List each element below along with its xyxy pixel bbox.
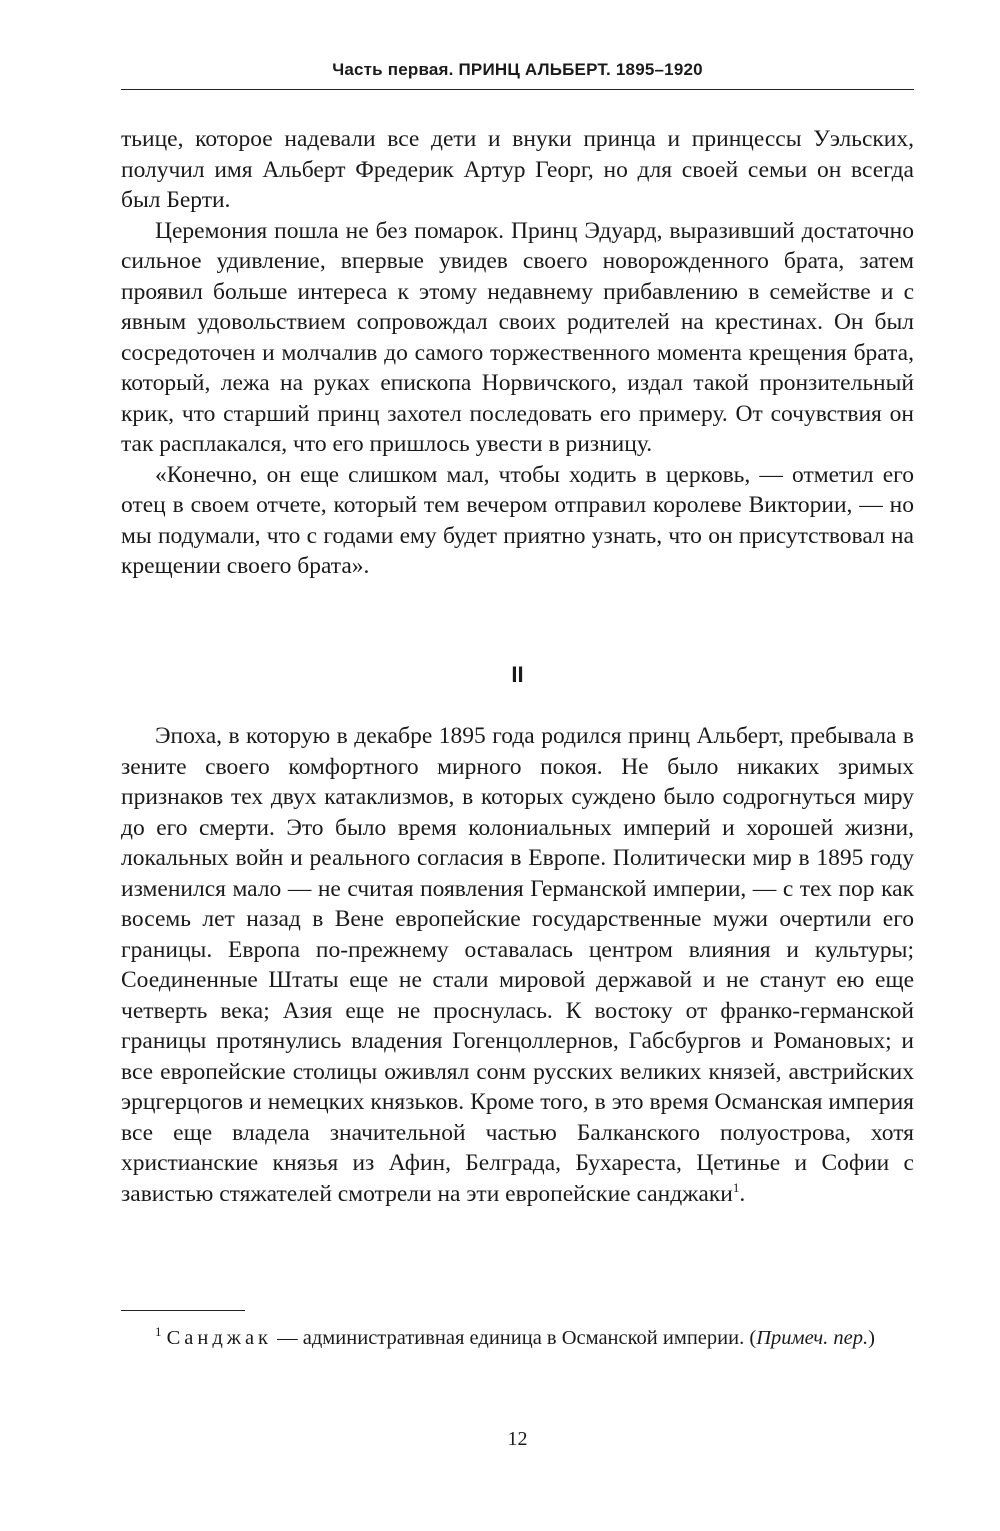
section-1-text — [121, 124, 914, 582]
section-number: II — [511, 662, 524, 687]
running-head: Часть первая. ПРИНЦ АЛЬБЕРТ. 1895–1920 — [332, 60, 703, 79]
section-2-text — [121, 721, 914, 1209]
paragraph-4 — [121, 721, 914, 1209]
paragraph-4-end: . — [739, 1180, 746, 1207]
paragraph-2: Церемония пошла не без помарок. Принц Эдуард, выразивший достаточно сильное удивление, впервые увидев своего новорожденного брата, затем проявил больше интереса к этому недавнему прибавлению в семействе и с явным удовольствием сопровождал своих родителей на крестинах. Он был сосредоточен и молчалив до самого торжественного момента крещения брата, который, лежа на руках епископа Норвичского, издал такой пронзительный крик, что старший принц захотел последовать его примеру. От сочувствия он так расплакался, что его пришлось увести в ризницу. — [121, 217, 914, 457]
footnote-term: Санджак — [166, 1327, 273, 1349]
footnote-note: Примеч. пер. — [756, 1327, 869, 1349]
footnote-marker: 1 — [155, 1324, 162, 1340]
header-rule — [121, 89, 914, 90]
footnote — [121, 1325, 914, 1352]
footnote-ref: 1 — [732, 1179, 740, 1195]
footnote-close: ) — [868, 1327, 875, 1349]
paragraph-4-text: Эпоха, в которую в декабре 1895 года родился принц Альберт, пребывала в зените своего комфортного мирного покоя. Не было никаких зримых признаков тех двух катаклизмов, в которых суждено было содрогнуться миру до его смерти. Это было время колониальных империй и хорошей жизни, локальных войн и реального согласия в Европе. Политически мир в 1895 году изменился мало — не считая появления Германской империи, — с тех пор как восемь лет назад в Вене европейские государственные мужи очертили его границы. Европа по-прежнему оставалась центром влияния и культуры; Соединенные Штаты еще не стали мировой державой и не станут ею еще четверть века; Азия еще не проснулась. К востоку от франко-германской границы протянулись владения Гогенцоллернов, Габсбургов и Романовых; и все европейские столицы оживлял сонм русских великих князей, австрийских эрцгерцогов и немецких князьков. Кроме того, в это время Османская империя все еще владела значительной частью Балканского полуострова, хотя христианские князья из Афин, Белграда, Бухареста, Цетинье и Софии с завистью стяжателей смотрели на эти европейские санджаки — [121, 723, 914, 1207]
paragraph-1: тьице, которое надевали все дети и внуки принца и принцессы Уэльских, получил имя Альберт Фредерик Артур Георг, но для своей семьи он всегда был Берти. — [121, 126, 914, 213]
paragraph-3: «Конечно, он еще слишком мал, чтобы ходить в церковь, — отметил его отец в своем отчете, который тем вечером отправил королеве Виктории, — но мы подумали, что с годами ему будет приятно узнать, что он присутствовал на крещении своего брата». — [121, 461, 914, 579]
footnote-text: — административная единица в Османской империи. ( — [272, 1327, 757, 1349]
footnote-rule — [121, 1310, 245, 1311]
page-number: 12 — [507, 1428, 528, 1450]
